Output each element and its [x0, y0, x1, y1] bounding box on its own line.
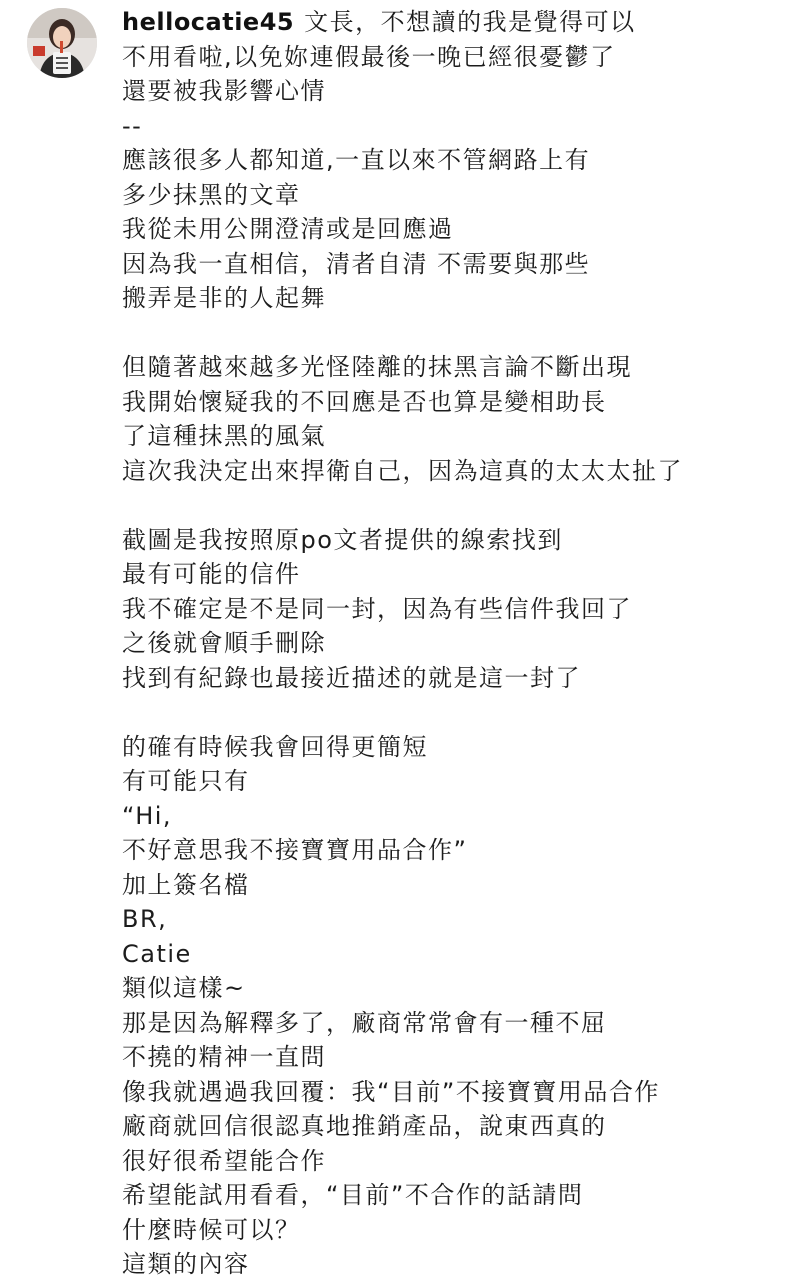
caption-line: hellocatie45 文長，不想讀的我是覺得可以	[122, 8, 636, 36]
caption-line: 但隨著越來越多光怪陸離的抹黑言論不斷出現	[122, 353, 632, 381]
caption-line: 截圖是我按照原po文者提供的線索找到	[122, 525, 563, 554]
caption-line: 像我就遇過我回覆：我“目前”不接寶寶用品合作	[122, 1077, 660, 1106]
caption-line: 廠商就回信很認真地推銷產品，說東西真的	[122, 1112, 607, 1140]
caption-line: 這類的內容	[122, 1250, 250, 1278]
caption-line: 希望能試用看看，“目前”不合作的話請問	[122, 1181, 584, 1209]
caption-line: 多少抹黑的文章	[122, 180, 301, 209]
caption-line: “Hi,	[122, 801, 173, 830]
avatar[interactable]	[27, 8, 97, 78]
caption-line: 找到有紀錄也最接近描述的就是這一封了	[122, 663, 581, 692]
username-link[interactable]: hellocatie45	[122, 8, 295, 36]
caption-line: 我開始懷疑我的不回應是否也算是變相助長	[122, 387, 607, 416]
caption-line: 我從未用公開澄清或是回應過	[122, 215, 454, 243]
caption-line: BR,	[122, 905, 168, 933]
caption-blank-line	[122, 488, 762, 523]
caption-blank-line	[122, 695, 762, 730]
caption-line: 很好很希望能合作	[122, 1146, 326, 1175]
caption-line: 搬弄是非的人起舞	[122, 284, 326, 312]
caption-line: 最有可能的信件	[122, 560, 301, 588]
caption-line: 的確有時候我會回得更簡短	[122, 732, 428, 761]
avatar-photo	[27, 8, 97, 78]
caption-line: 這次我決定出來捍衛自己，因為這真的太太太扯了	[122, 456, 683, 485]
caption-blank-line	[122, 316, 762, 351]
caption-line: 之後就會順手刪除	[122, 629, 326, 657]
caption-line: 那是因為解釋多了，廠商常常會有一種不屈	[122, 1008, 607, 1037]
caption-line: 應該很多人都知道,一直以來不管網路上有	[122, 146, 591, 174]
caption-line: 什麼時候可以？	[122, 1215, 301, 1244]
caption-line: 因為我一直相信，清者自清 不需要與那些	[122, 249, 591, 278]
caption-line: 不撓的精神一直問	[122, 1043, 326, 1071]
caption-line: 有可能只有	[122, 767, 250, 795]
caption-line: 不好意思我不接寶寶用品合作”	[122, 836, 468, 864]
caption-line: Catie	[122, 939, 192, 968]
caption-line: 了這種抹黑的風氣	[122, 422, 326, 450]
caption-line: 我不確定是不是同一封，因為有些信件我回了	[122, 594, 632, 623]
caption-line: 類似這樣~	[122, 974, 246, 1002]
caption-text	[122, 5, 762, 1282]
caption-line: 還要被我影響心情	[122, 77, 326, 105]
caption-line: --	[122, 111, 143, 140]
caption-line: 不用看啦,以免妳連假最後一晚已經很憂鬱了	[122, 42, 616, 71]
caption-line: 加上簽名檔	[122, 870, 250, 899]
